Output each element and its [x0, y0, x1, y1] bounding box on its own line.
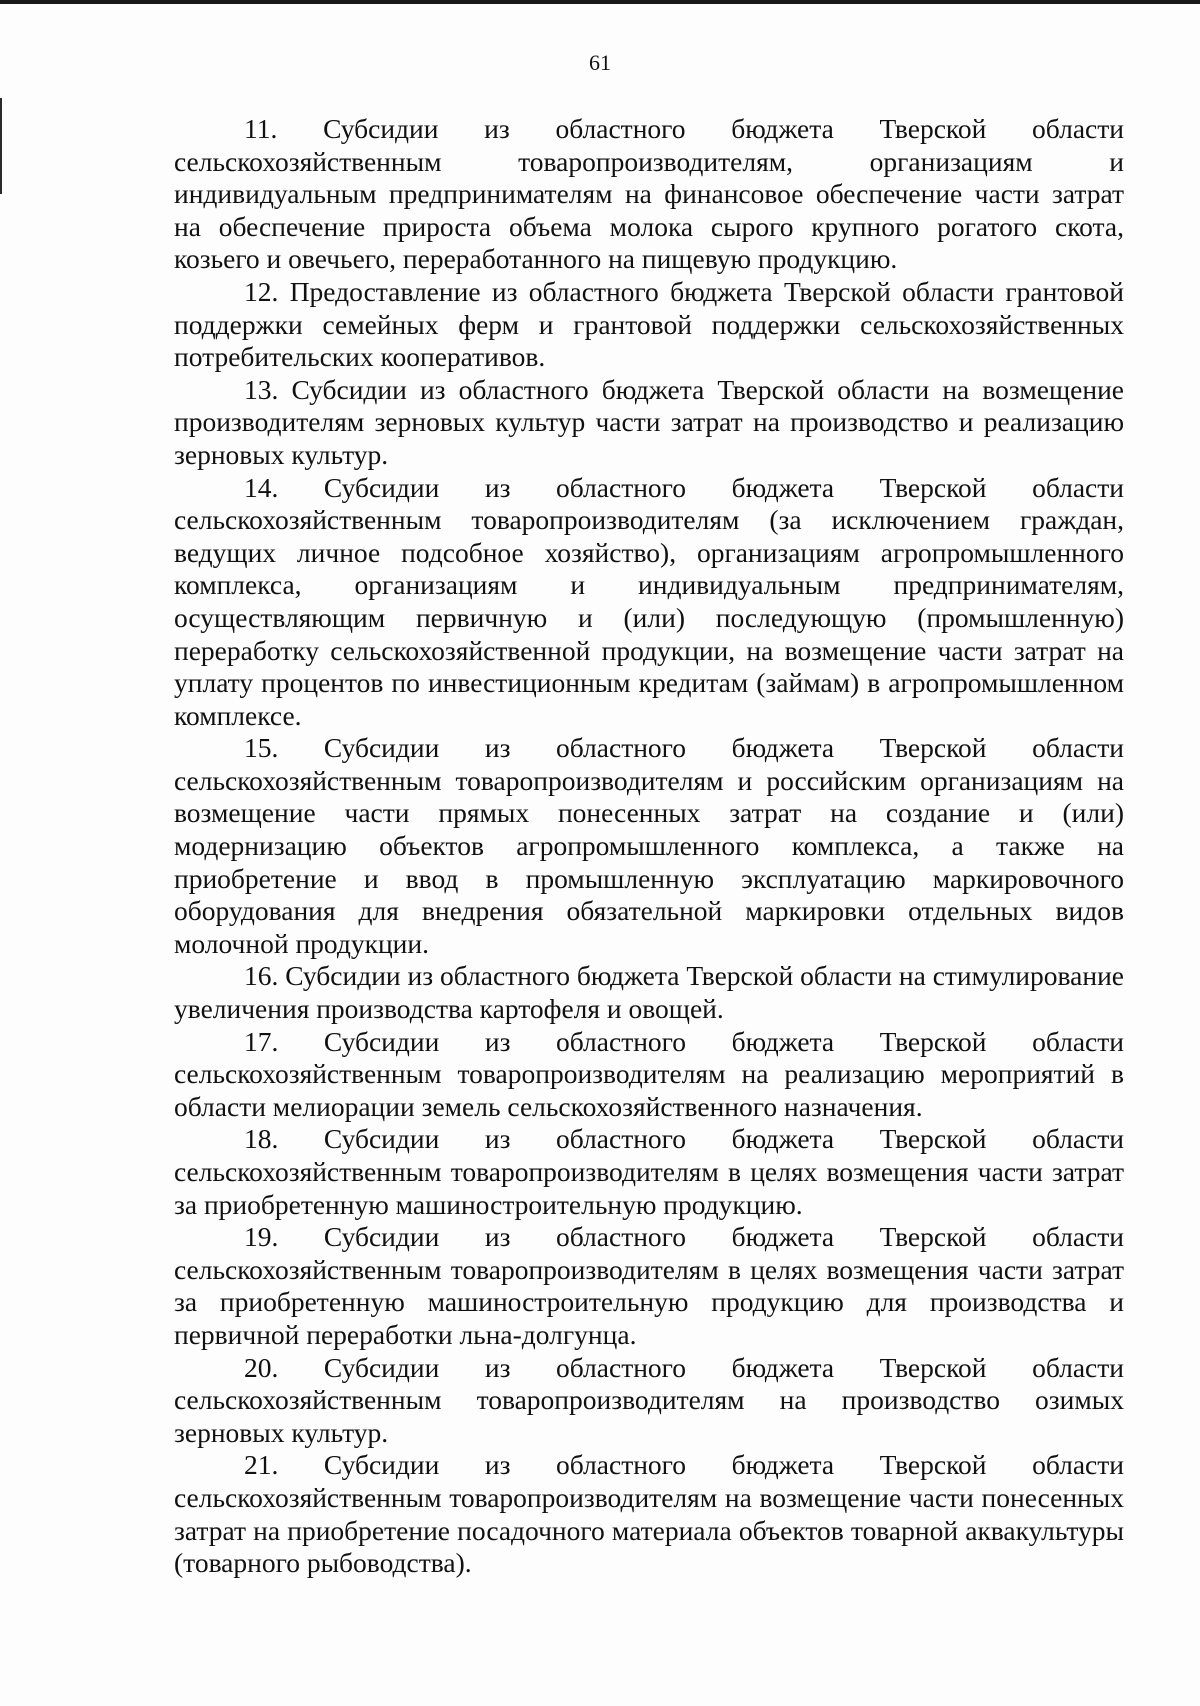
paragraph-item-13: 13. Субсидии из областного бюджета Тверской области на возмещение производителям зерновых культур части затрат на производство и реализацию зерновых культур.: [174, 373, 1124, 470]
top-border-line: [0, 0, 1200, 4]
paragraph-item-16: 16. Субсидии из областного бюджета Тверской области на стимулирование увеличения производства картофеля и овощей.: [174, 960, 1124, 1025]
paragraph-item-12: 12. Предоставление из областного бюджета Тверской области грантовой поддержки семейных ферм и грантовой поддержки сельскохозяйственных потребительских кооперативов.: [174, 275, 1124, 373]
page-number: 61: [589, 50, 611, 75]
left-scan-mark: [0, 98, 2, 194]
paragraph-item-17: 17. Субсидии из областного бюджета Тверской области сельскохозяйственным товаропроизводителям на реализацию мероприятий в области мелиорации земель сельскохозяйственного назначения.: [174, 1025, 1124, 1122]
document-body: [174, 113, 1124, 1580]
paragraph-item-14: 14. Субсидии из областного бюджета Тверской области сельскохозяйственным товаропроизводителям (за исключением граждан, ведущих личное подсобное хозяйство), организациям агропромышленного комплекса, организациям и индивидуальным предпринимателям, осуществляющим первичную и (или) последующую (промышленную) переработку сельскохозяйственной продукции, на возмещение части затрат на уплату процентов по инвестиционным кредитам (займам) в агропромышленном комплексе.: [174, 471, 1124, 731]
paragraph-item-20: 20. Субсидии из областного бюджета Тверской области сельскохозяйственным товаропроизводителям на производство озимых зерновых культур.: [174, 1351, 1124, 1448]
paragraph-item-15: 15. Субсидии из областного бюджета Тверской области сельскохозяйственным товаропроизводителям и российским организациям на возмещение части прямых понесенных затрат на создание и (или) модернизацию объектов агропромышленного комплекса, а также на приобретение и ввод в промышленную эксплуатацию маркировочного оборудования для внедрения обязательной маркировки отдельных видов молочной продукции.: [174, 732, 1124, 959]
paragraph-item-19: 19. Субсидии из областного бюджета Тверской области сельскохозяйственным товаропроизводителям в целях возмещения части затрат за приобретенную машиностроительную продукцию для производства и первичной переработки льна-долгунца.: [174, 1221, 1124, 1350]
paragraph-item-21: 21. Субсидии из областного бюджета Тверской области сельскохозяйственным товаропроизводителям на возмещение части понесенных затрат на приобретение посадочного материала объектов товарной аквакультуры (товарного рыбоводства).: [174, 1449, 1124, 1579]
paragraph-item-18: 18. Субсидии из областного бюджета Тверской области сельскохозяйственным товаропроизводителям в целях возмещения части затрат за приобретенную машиностроительную продукцию.: [174, 1123, 1124, 1220]
paragraph-item-11: 11. Субсидии из областного бюджета Тверской области сельскохозяйственным товаропроизводителям, организациям и индивидуальным предпринимателям на финансовое обеспечение части затрат на обеспечение прироста объема молока сырого крупного рогатого скота, козьего и овечьего, переработанного на пищевую продукцию.: [174, 113, 1124, 275]
